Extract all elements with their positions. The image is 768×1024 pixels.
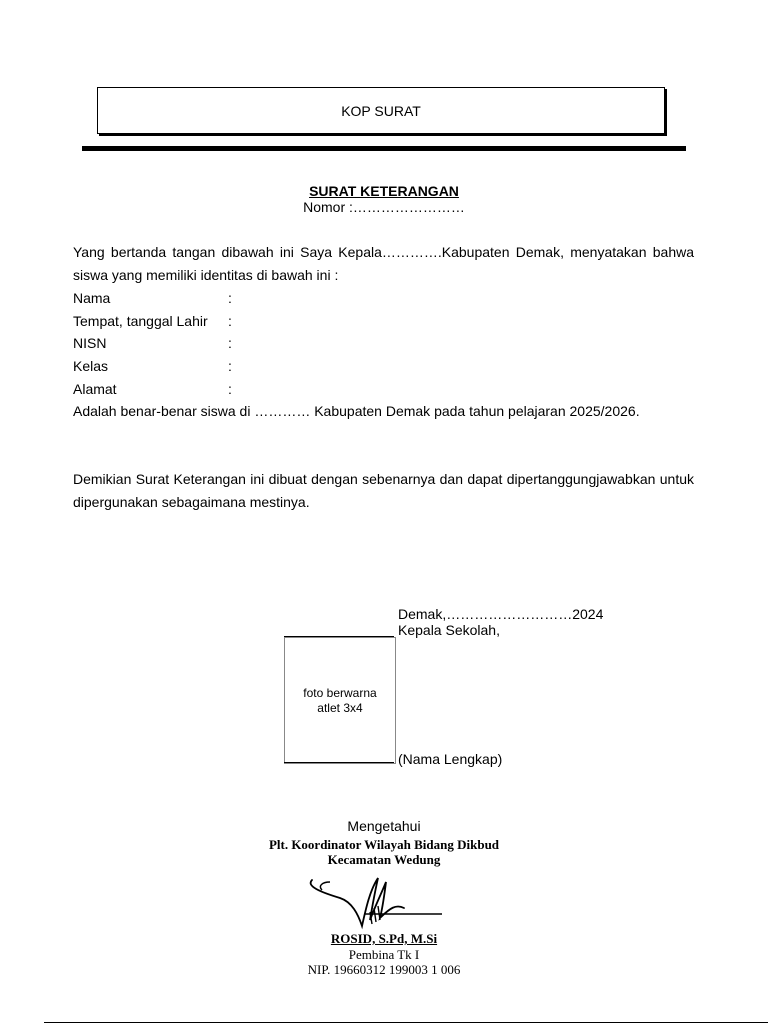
field-label-alamat: Alamat <box>73 381 117 397</box>
field-label-tempat-tanggal-lahir: Tempat, tanggal Lahir <box>73 313 208 329</box>
approval-label: Mengetahui <box>347 818 421 834</box>
field-colon: : <box>228 381 232 397</box>
letterhead-label: KOP SURAT <box>341 102 421 119</box>
approval-office-line1: Plt. Koordinator Wilayah Bidang Dikbud <box>268 837 500 852</box>
photo-caption-line1: foto berwarna <box>303 685 377 700</box>
field-colon: : <box>228 358 232 374</box>
official-nip: NIP. 19660312 199003 1 006 <box>307 962 461 977</box>
field-label-nama: Nama <box>73 290 111 306</box>
signature-image <box>300 868 450 934</box>
field-label-kelas: Kelas <box>73 358 109 374</box>
field-colon: : <box>228 335 232 351</box>
photo-placeholder <box>284 637 396 764</box>
field-colon: : <box>228 290 232 306</box>
letter-title: SURAT KETERANGAN <box>309 183 459 199</box>
letter-number: Nomor :…………………… <box>303 199 465 215</box>
official-rank: Pembina Tk I <box>348 947 420 962</box>
closing-paragraph: Demikian Surat Keterangan ini dibuat dengan sebenarnya dan dapat dipertanggungjawabkan untuk dipergunakan sebagaimana mestinya. <box>73 471 694 510</box>
official-name: ROSID, S.Pd, M.Si <box>330 931 438 946</box>
signer-position: Kepala Sekolah, <box>398 622 500 638</box>
field-label-nisn: NISN <box>73 335 107 351</box>
place-date: Demak,………………………2024 <box>398 606 604 622</box>
photo-bottom-line <box>284 762 394 763</box>
photo-top-line <box>284 636 394 637</box>
signer-name: (Nama Lengkap) <box>398 751 503 767</box>
field-colon: : <box>228 313 232 329</box>
page-bottom-rule <box>44 1022 768 1023</box>
intro-paragraph: Yang bertanda tangan dibawah ini Saya Kepala………….Kabupaten Demak, menyatakan bahwa siswa yang memiliki identitas di bawah ini : <box>73 244 694 283</box>
letterhead-box <box>97 87 665 134</box>
photo-caption-line2: atlet 3x4 <box>317 700 363 715</box>
letterhead-divider <box>82 146 686 151</box>
approval-office-line2: Kecamatan Wedung <box>327 852 441 867</box>
statement-paragraph: Adalah benar-benar siswa di ………… Kabupaten Demak pada tahun pelajaran 2025/2026. <box>73 403 640 419</box>
